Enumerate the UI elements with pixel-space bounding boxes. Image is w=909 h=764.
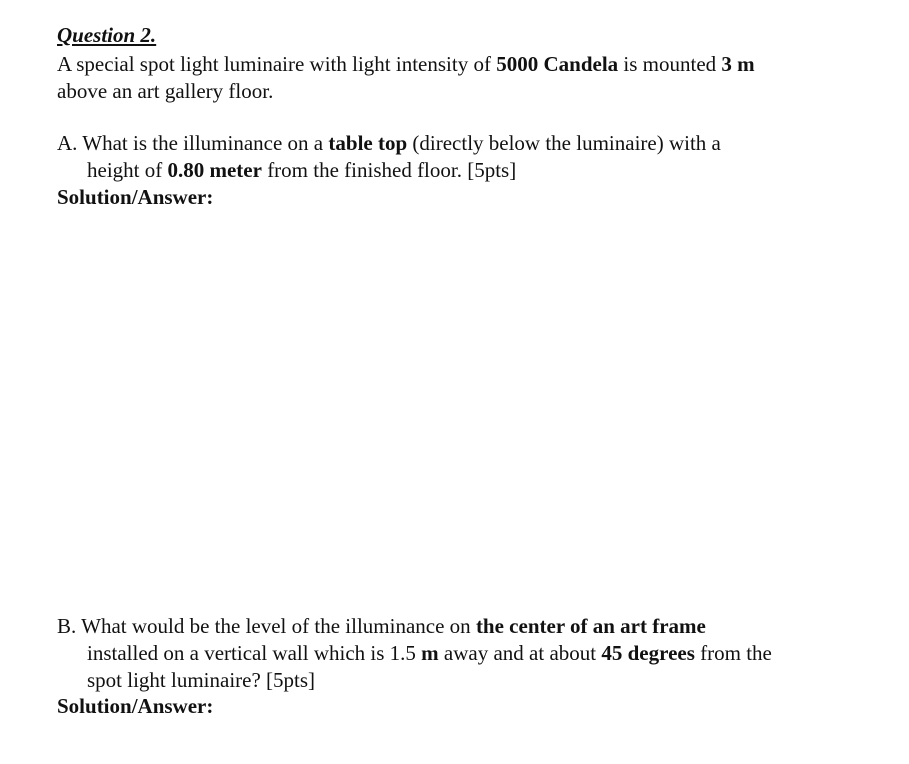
part-b-text: B. What would be the level of the illuminance on	[57, 614, 476, 638]
part-a-text: height of	[87, 158, 168, 182]
question-title: Question 2.	[57, 23, 157, 47]
question-intro	[57, 51, 755, 104]
part-b-question	[57, 613, 772, 694]
part-a-text: (directly below the luminaire) with a	[407, 131, 721, 155]
intro-line-1	[57, 51, 755, 78]
intro-text: A special spot light luminaire with light intensity of	[57, 52, 497, 76]
table-height-value: 0.80 meter	[167, 158, 262, 182]
part-b-line-1	[57, 613, 772, 640]
part-b-line-3: spot light luminaire? [5pts]	[87, 668, 316, 692]
part-a-question	[57, 130, 721, 184]
part-b-text: installed on a vertical wall which is 1.5	[87, 641, 422, 665]
angle-value: 45 degrees	[601, 641, 695, 665]
part-b-line-2	[57, 640, 772, 667]
part-a-line-2	[57, 157, 721, 184]
part-a-solution-label: Solution/Answer:	[57, 185, 214, 209]
table-top-term: table top	[328, 131, 408, 155]
distance-unit: m	[421, 641, 439, 665]
intro-line-2: above an art gallery floor.	[57, 78, 274, 103]
mount-height-value: 3 m	[721, 52, 755, 76]
part-a-text: A. What is the illuminance on a	[57, 131, 329, 155]
part-a-text: from the finished floor. [5pts]	[261, 158, 517, 182]
part-b-text: from the	[694, 641, 772, 665]
part-a-line-1	[57, 130, 721, 157]
intensity-value: 5000 Candela	[496, 52, 619, 76]
art-frame-term: the center of an art frame	[475, 614, 706, 638]
part-b-solution-label: Solution/Answer:	[57, 694, 214, 718]
part-b-text: away and at about	[438, 641, 602, 665]
intro-text: is mounted	[618, 52, 722, 76]
